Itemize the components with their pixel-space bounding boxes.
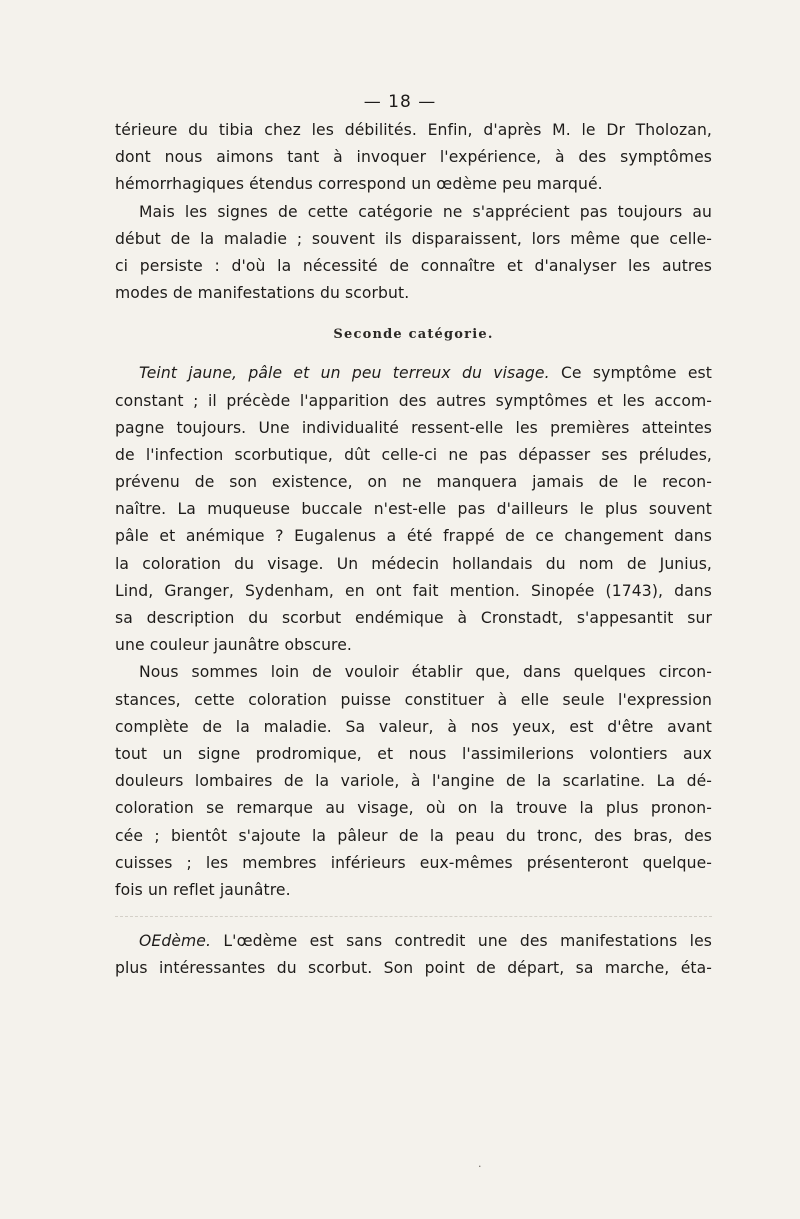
text-line: constant ; il précède l'apparition des autres symptômes et les accom-	[115, 391, 712, 410]
text-line: début de la maladie ; souvent ils disparaissent, lors même que celle-	[115, 229, 712, 248]
faint-rule	[115, 916, 712, 918]
text-line: Lind, Granger, Sydenham, en ont fait mention. Sinopée (1743), dans	[115, 581, 712, 600]
text-line: tout un signe prodromique, et nous l'assimilerions volontiers aux	[115, 744, 712, 763]
paragraph-continuation	[115, 117, 712, 199]
text-line: prévenu de son existence, on ne manquera jamais de le recon-	[115, 473, 712, 492]
text-line: hémorrhagiques étendus correspond un œdème peu marqué.	[115, 175, 603, 194]
page-number: — 18 —	[363, 92, 437, 112]
text-line	[115, 360, 712, 387]
text-line: fois un reflet jaunâtre.	[115, 880, 291, 899]
body-text	[115, 117, 712, 982]
text-line: stances, cette coloration puisse constituer à elle seule l'expression	[115, 690, 712, 709]
paragraph	[115, 928, 712, 982]
text-line: douleurs lombaires de la variole, à l'angine de la scarlatine. La dé-	[115, 772, 712, 791]
text-run: L'œdème est sans contredit une des manifestations les	[211, 932, 712, 951]
text-line: pâle et anémique ? Eugalenus a été frappé de ce changement dans	[115, 527, 712, 546]
text-line: de l'infection scorbutique, dût celle-ci ne pas dépasser ses préludes,	[115, 445, 712, 464]
italic-lead: Teint jaune, pâle et un peu terreux du visage.	[139, 364, 550, 383]
text-line: sa description du scorbut endémique à Cronstadt, s'appesantit sur	[115, 609, 712, 627]
text-line: cuisses ; les membres inférieurs eux-mêmes présenteront quelque-	[115, 853, 712, 872]
text-line: complète de la maladie. Sa valeur, à nos yeux, est d'être avant	[115, 717, 712, 736]
section-heading: Seconde catégorie.	[333, 327, 494, 343]
text-line: térieure du tibia chez les débilités. Enfin, d'après M. le Dr Tholozan,	[115, 121, 712, 139]
print-speck: ·	[478, 1160, 482, 1173]
spacer	[115, 904, 712, 916]
text-line: plus intéressantes du scorbut. Son point de départ, sa marche, éta-	[115, 959, 712, 978]
text-line	[115, 928, 712, 955]
text-line: naître. La muqueuse buccale n'est-elle pas d'ailleurs le plus souvent	[115, 500, 712, 519]
text-line: la coloration du visage. Un médecin hollandais du nom de Junius,	[115, 554, 712, 573]
paragraph	[115, 360, 712, 659]
text-line: Nous sommes loin de vouloir établir que, dans quelques circon-	[139, 663, 712, 682]
text-line: ci persiste : d'où la nécessité de connaître et d'analyser les autres	[115, 256, 712, 275]
text-line: cée ; bientôt s'ajoute la pâleur de la peau du tronc, des bras, des	[115, 826, 712, 845]
text-run: Ce symptôme est	[549, 364, 712, 383]
paragraph	[115, 659, 712, 904]
text-line: modes de manifestations du scorbut.	[115, 284, 410, 303]
text-line: dont nous aimons tant à invoquer l'expérience, à des symptômes	[115, 148, 712, 167]
paragraph	[115, 199, 712, 308]
text-line: Mais les signes de cette catégorie ne s'apprécient pas toujours au	[139, 202, 712, 221]
text-line: une couleur jaunâtre obscure.	[115, 636, 352, 655]
text-line: coloration se remarque au visage, où on la trouve la plus pronon-	[115, 799, 712, 818]
italic-lead: OEdème.	[139, 932, 212, 951]
text-line: pagne toujours. Une individualité ressent-elle les premières atteintes	[115, 418, 712, 437]
